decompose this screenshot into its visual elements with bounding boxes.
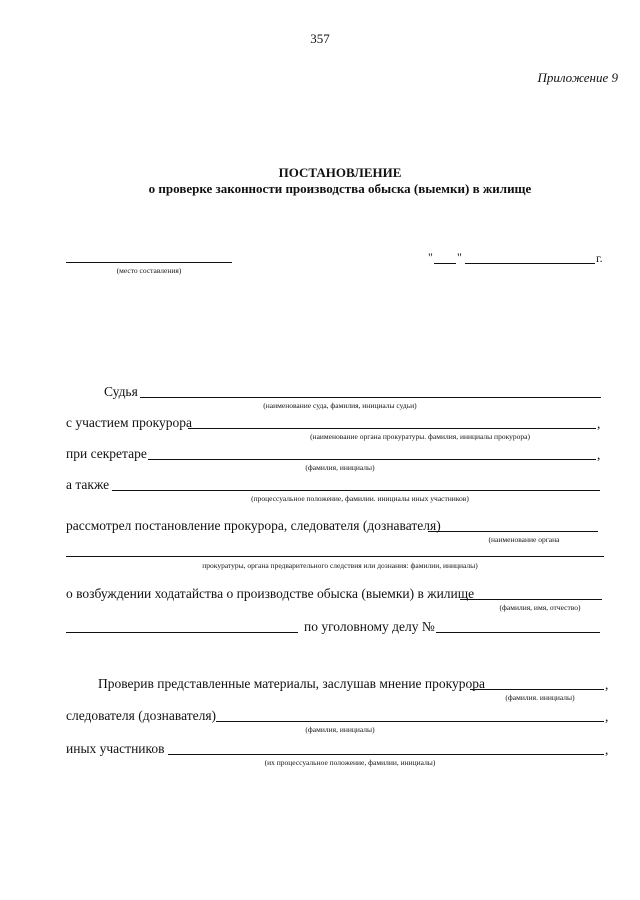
date-quote-open: " [428,250,433,264]
appendix-label: Приложение 9 [537,70,618,85]
petition-line [460,599,602,600]
secretary-line [148,459,596,460]
others-comma: , [605,742,609,757]
prosecutor-comma: , [597,416,601,431]
reviewed-line [428,531,598,532]
investigator-label: следователя (дознавателя) [66,708,217,723]
checked-comma: , [605,677,609,692]
date-quote-close: " [457,250,462,264]
also-label: а также [66,477,110,492]
petition-caption: (фамилия, имя, отчество) [499,603,581,612]
reviewed-caption: (наименование органа [488,535,560,544]
case-label: по уголовному делу № [304,619,435,634]
date-month-line [465,263,595,264]
place-line [66,262,232,263]
place-caption: (место составления) [116,266,182,275]
prosecutor-caption: (наименование органа прокуратуры. фамилия, инициалы прокурора) [310,432,530,441]
judge-label: Судья [104,384,138,399]
checked-caption: (фамилия. инициалы) [505,693,575,702]
checked-label: Проверив представленные материалы, заслушав мнение прокурора [98,676,486,691]
investigator-caption: (фамилия, инициалы) [305,725,375,734]
secretary-label: при секретаре [66,446,147,461]
secretary-comma: , [597,447,601,462]
also-caption: (процессуальное положение, фамилии. инициалы иных участников) [251,494,469,503]
petition-label: о возбуждении ходатайства о производстве обыска (выемки) в жилище [66,586,475,601]
judge-caption: (наименование суда, фамилия, инициалы судьи) [263,401,417,410]
document-subtitle: о проверке законности производства обыска (выемки) в жилище [148,181,532,196]
others-label: иных участников [66,741,165,756]
also-line [112,490,600,491]
prosecutor-label: с участием прокурора [66,415,193,430]
investigator-comma: , [605,709,609,724]
date-day-line [434,263,456,264]
others-line [168,754,604,755]
investigator-line [216,721,604,722]
reviewed-label: рассмотрел постановление прокурора, следователя (дознавателя) [66,518,441,533]
petition-line-2 [66,632,298,633]
reviewed-line-2 [66,556,604,557]
document-title: ПОСТАНОВЛЕНИЕ [278,165,402,180]
checked-line [470,689,604,690]
others-caption: (их процессуальное положение, фамилии, инициалы) [264,758,436,767]
judge-line [140,397,601,398]
reviewed-caption-2: прокуратуры, органа предварительного следствия или дознания: фамилии, инициалы) [202,561,478,570]
case-number-line [436,632,600,633]
prosecutor-line [188,428,596,429]
page-number: 357 [310,31,330,46]
secretary-caption: (фамилия, инициалы) [305,463,375,472]
year-suffix: г. [596,251,603,265]
